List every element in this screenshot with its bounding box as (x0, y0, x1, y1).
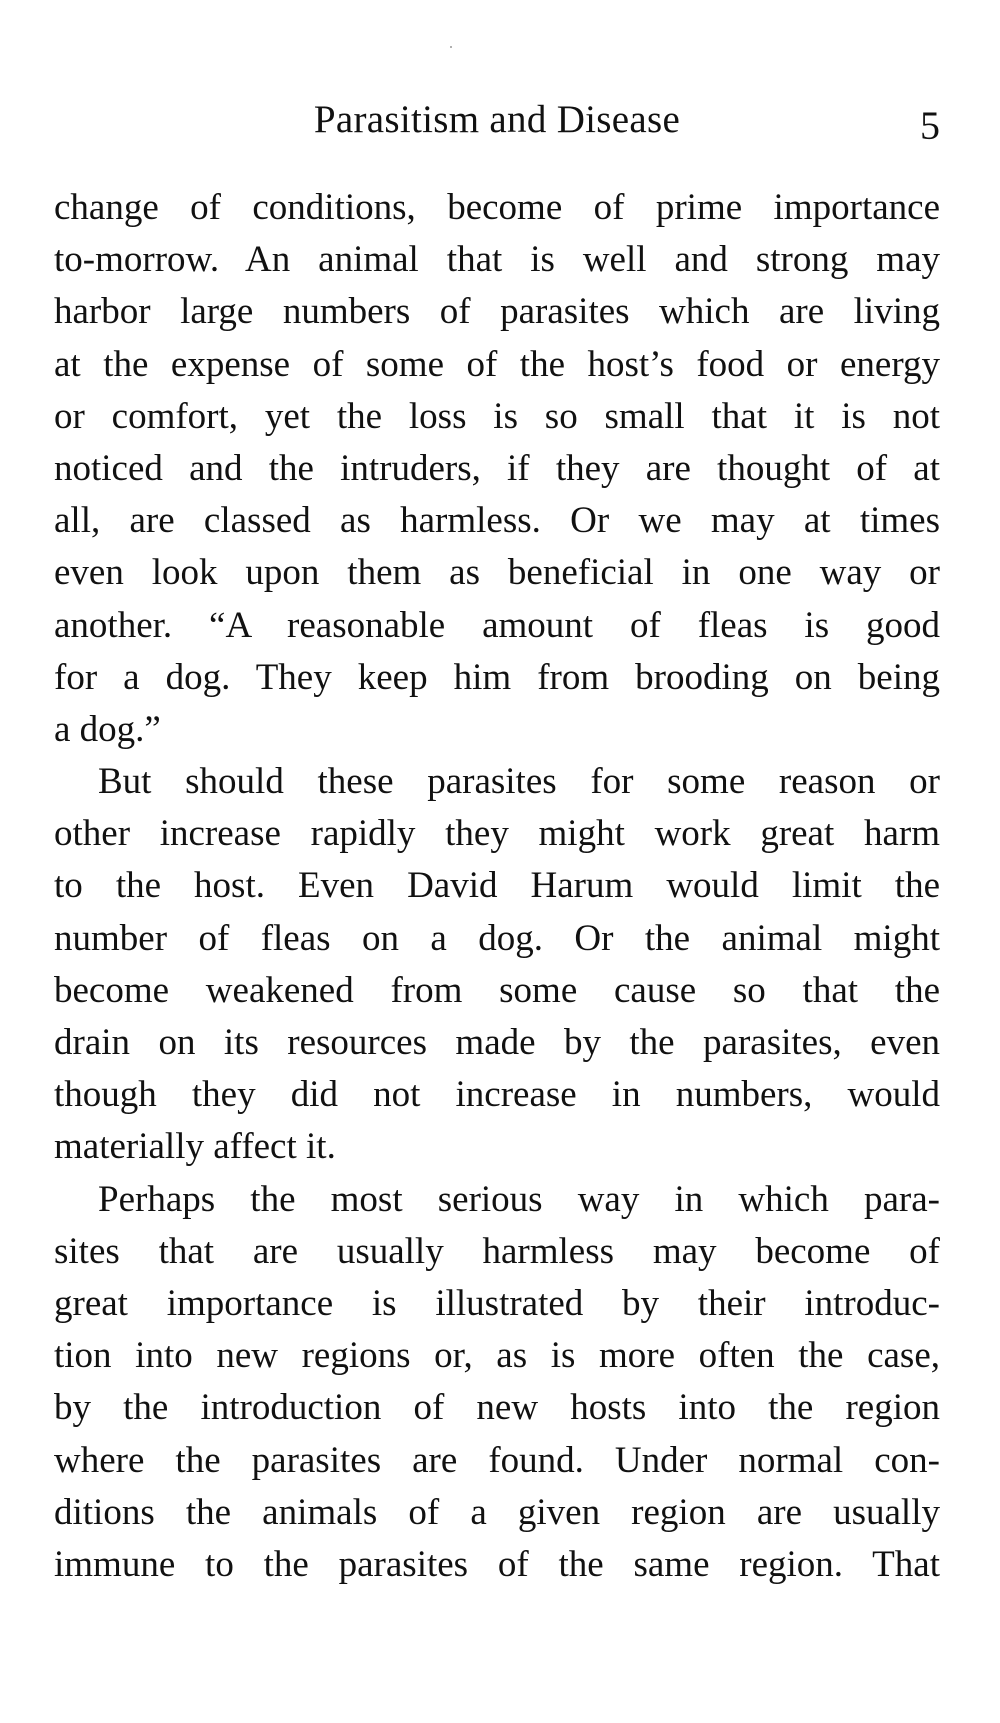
paragraph-3 (54, 1174, 940, 1592)
text-line: Perhaps the most serious way in which para- (98, 1178, 940, 1220)
page-number: 5 (920, 103, 940, 148)
text-line: But should these parasites for some reason or (98, 761, 940, 803)
text-line: immune to the parasites of the same region. That (54, 1543, 940, 1585)
text-line: though they did not increase in numbers, would (54, 1074, 940, 1116)
paragraph-2 (54, 756, 940, 1174)
text-line: by the introduction of new hosts into the region (54, 1387, 940, 1429)
text-line: for a dog. They keep him from brooding on being (54, 656, 940, 698)
text-line: even look upon them as beneficial in one way or (54, 552, 940, 594)
text-line: or comfort, yet the loss is so small that it is not (54, 395, 940, 437)
text-line: great importance is illustrated by their introduc- (54, 1282, 940, 1324)
text-line: materially affect it. (54, 1126, 336, 1168)
paragraph-1 (54, 182, 940, 756)
text-line: a dog.” (54, 708, 161, 750)
text-line: ditions the animals of a given region are usually (54, 1491, 940, 1533)
text-line: another. “A reasonable amount of fleas is good (54, 604, 940, 646)
text-line: sites that are usually harmless may become of (54, 1230, 940, 1272)
running-title: Parasitism and Disease (313, 98, 681, 141)
text-line: become weakened from some cause so that the (54, 969, 940, 1011)
text-line: at the expense of some of the host’s food or energy (54, 343, 940, 385)
text-line: change of conditions, become of prime importance (54, 187, 940, 228)
text-line: other increase rapidly they might work great harm (54, 813, 940, 855)
text-line: all, are classed as harmless. Or we may at times (54, 500, 940, 542)
text-line: to the host. Even David Harum would limit the (54, 865, 940, 907)
text-line: noticed and the intruders, if they are thought of at (54, 447, 940, 489)
text-line: number of fleas on a dog. Or the animal might (54, 917, 940, 959)
text-line: harbor large numbers of parasites which are living (54, 291, 940, 333)
text-line: drain on its resources made by the parasites, even (54, 1022, 940, 1063)
body-text (54, 182, 940, 1591)
text-line: to-morrow. An animal that is well and strong may (54, 239, 940, 281)
text-line: tion into new regions or, as is more often the case, (54, 1335, 940, 1377)
scan-speck (450, 46, 452, 48)
running-head (54, 92, 940, 148)
text-line: where the parasites are found. Under normal con- (54, 1439, 940, 1481)
